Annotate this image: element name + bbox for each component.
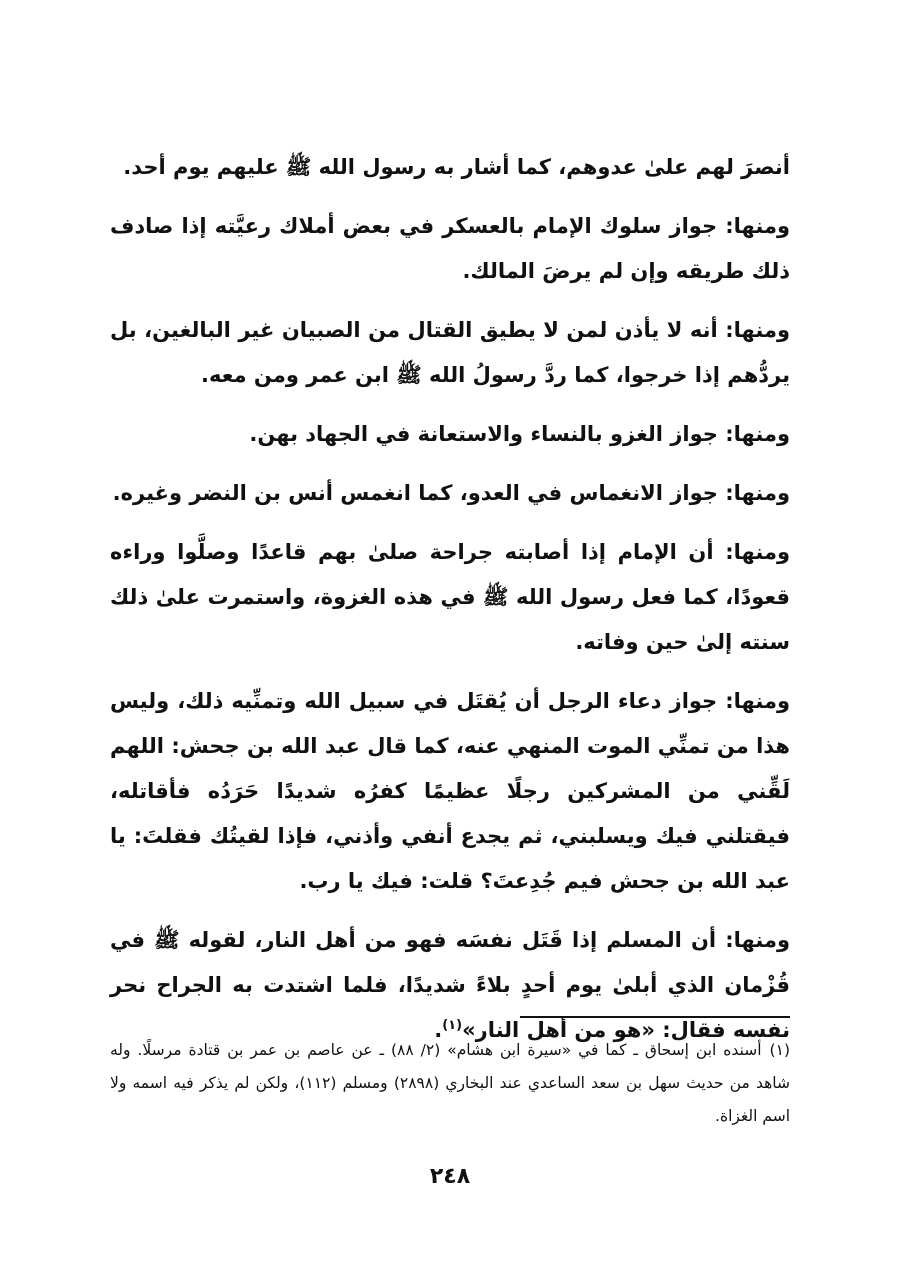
paragraph-lead: ومنها: — [725, 214, 790, 238]
paragraph-2 — [110, 204, 790, 294]
paragraph-text: أن الإمام إذا أصابته جراحة صلىٰ بهم قاعدًا وصلَّوا وراءه قعودًا، كما فعل رسول الله ﷺ في هذه الغزوة، واستمرت علىٰ ذلك سنته إلىٰ حين وفاته. — [110, 540, 790, 654]
paragraph-lead: ومنها: — [725, 422, 790, 446]
footnote-text: أسنده ابن إسحاق ـ كما في «سيرة ابن هشام» (٢/ ٨٨) ـ عن عاصم بن عمر بن قتادة مرسلًا. وله شاهد من حديث سهل بن سعد الساعدي عند البخاري (٢٨٩٨) ومسلم (١١٢)، ولكن لم يذكر فيه اسمه ولا اسم الغزاة. — [110, 1041, 791, 1125]
paragraph-text: أنه لا يأذن لمن لا يطيق القتال من الصبيان غير البالغين، بل يردُّهم إذا خرجوا، كما ردَّ رسولُ الله ﷺ ابن عمر ومن معه. — [110, 318, 790, 387]
footnote-reference[interactable]: (١) — [442, 1018, 463, 1033]
paragraph-text: جواز سلوك الإمام بالعسكر في بعض أملاك رعيَّته إذا صادف ذلك طريقه وإن لم يرضَ المالك. — [110, 214, 790, 283]
paragraph-3 — [110, 308, 790, 398]
page-body — [110, 145, 790, 1067]
footnotes-section — [110, 1034, 790, 1133]
paragraph-lead: ومنها: — [725, 928, 790, 952]
paragraph-text: جواز دعاء الرجل أن يُقتَل في سبيل الله وتمنِّيه ذلك، وليس هذا من تمنِّي الموت المنهي عنه، كما قال عبد الله بن جحش: اللهم لَقِّني من المشركين رجلًا عظيمًا كفرُه شديدًا حَرَدُه فأقاتله، فيقتلني فيك ويسلبني، ثم يجدع أنفي وأذني، فإذا لقيتُك فقلتَ: يا عبد الله بن جحش فيم جُدِعتَ؟ قلت: فيك يا رب. — [110, 689, 790, 893]
footnote-separator — [520, 1016, 790, 1018]
paragraph-1 — [110, 145, 790, 190]
footnote-number: (١) — [769, 1041, 790, 1059]
paragraph-tail: . — [434, 1018, 443, 1042]
paragraph-7 — [110, 679, 790, 904]
paragraph-text: جواز الانغماس في العدو، كما انغمس أنس بن النضر وغيره. — [112, 481, 726, 505]
paragraph-lead: ومنها: — [725, 689, 790, 713]
paragraph-8 — [110, 918, 790, 1053]
paragraph-4 — [110, 412, 790, 457]
footnote-1 — [110, 1034, 790, 1133]
paragraph-5 — [110, 471, 790, 516]
paragraph-lead: ومنها: — [725, 540, 790, 564]
paragraph-text: أنصرَ لهم علىٰ عدوهم، كما أشار به رسول الله ﷺ عليهم يوم أحد. — [123, 155, 790, 179]
paragraph-6 — [110, 530, 790, 665]
hadith-quote: «هو من أهل النار» — [462, 1018, 655, 1042]
paragraph-lead: ومنها: — [725, 481, 790, 505]
paragraph-lead: ومنها: — [725, 318, 790, 342]
paragraph-text: أن المسلم إذا قَتَل نفسَه فهو من أهل النار، لقوله ﷺ في قُزْمان الذي أبلىٰ يوم أحدٍ بلاءً شديدًا، فلما اشتدت به الجراح نحر نفسه فقال: — [110, 928, 790, 1042]
paragraph-text: جواز الغزو بالنساء والاستعانة في الجهاد بهن. — [249, 422, 726, 446]
page-number: ٢٤٨ — [429, 1164, 471, 1189]
